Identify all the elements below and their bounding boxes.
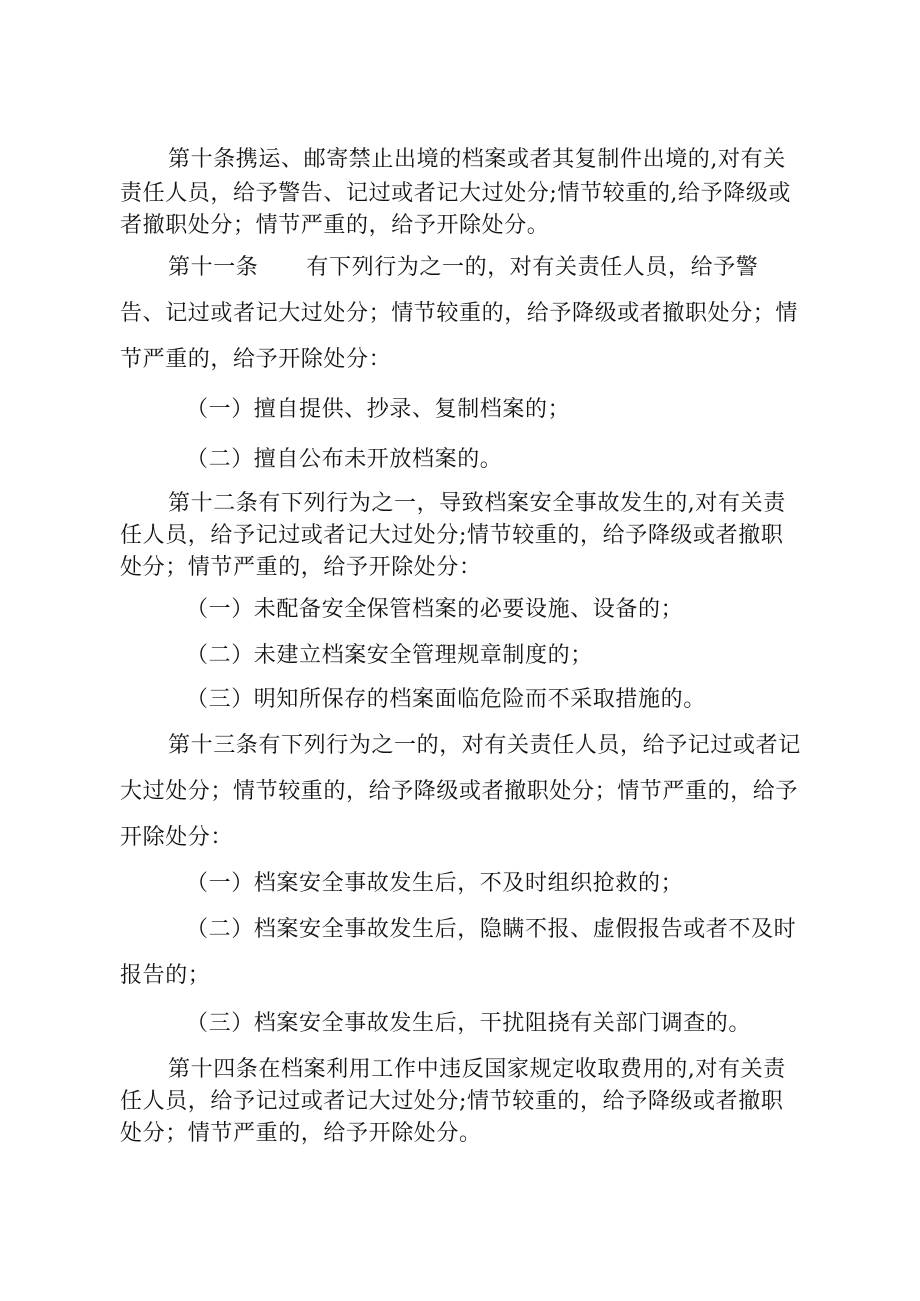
art11-item-1: （一）擅自提供、抄录、复制档案的； [186, 397, 571, 422]
art11-heading: 第十一条 [168, 255, 259, 280]
art12-item-3: （三）明知所保存的档案面临危险而不采取措施的。 [186, 687, 706, 712]
art13-item-2-line2: 报告的； [120, 963, 211, 988]
art14-line2: 任人员，给予记过或者记大过处分;情节较重的，给予降级或者撤职 [120, 1089, 784, 1114]
art13-item-2-line1: （二）档案安全事故发生后，隐瞒不报、虚假报告或者不及时 [186, 917, 797, 942]
art14-line3: 处分；情节严重的，给予开除处分。 [120, 1121, 482, 1146]
art11-line3: 节严重的，给予开除处分： [120, 347, 392, 372]
art11-item-2: （二）擅自公布未开放档案的。 [186, 447, 503, 472]
art12-line3: 处分；情节严重的，给予开除处分： [120, 555, 482, 580]
art11-line1 [168, 254, 853, 282]
art14-line1: 第十四条在档案利用工作中违反国家规定收取费用的,对有关责 [168, 1057, 786, 1082]
art10-line3: 者撤职处分；情节严重的，给予开除处分。 [120, 213, 550, 238]
art12-item-1: （一）未配备安全保管档案的必要设施、设备的； [186, 597, 684, 622]
art13-line3: 开除处分： [120, 825, 234, 850]
art13-line2: 大过处分；情节较重的，给予降级或者撤职处分；情节严重的，给予 [120, 779, 799, 804]
art13-line1: 第十三条有下列行为之一的，对有关责任人员，给予记过或者记 [168, 733, 801, 758]
art11-line2: 告、记过或者记大过处分；情节较重的，给予降级或者撤职处分；情 [120, 301, 799, 326]
art12-item-2: （二）未建立档案安全管理规章制度的； [186, 643, 593, 668]
art10-line1: 第十条携运、邮寄禁止出境的档案或者其复制件出境的,对有关 [168, 147, 786, 172]
art10-line2: 责任人员，给予警告、记过或者记大过处分;情节较重的,给予降级或 [120, 181, 792, 206]
art11-line1-rest: 有下列行为之一的，对有关责任人员，给予警 [306, 255, 759, 280]
art12-line1: 第十二条有下列行为之一，导致档案安全事故发生的,对有关责 [168, 491, 786, 516]
art13-item-1: （一）档案安全事故发生后，不及时组织抢救的； [186, 871, 684, 896]
art12-line2: 任人员，给予记过或者记大过处分;情节较重的，给予降级或者撤职 [120, 523, 784, 548]
art13-item-3: （三）档案安全事故发生后，干扰阻挠有关部门调查的。 [186, 1011, 752, 1036]
